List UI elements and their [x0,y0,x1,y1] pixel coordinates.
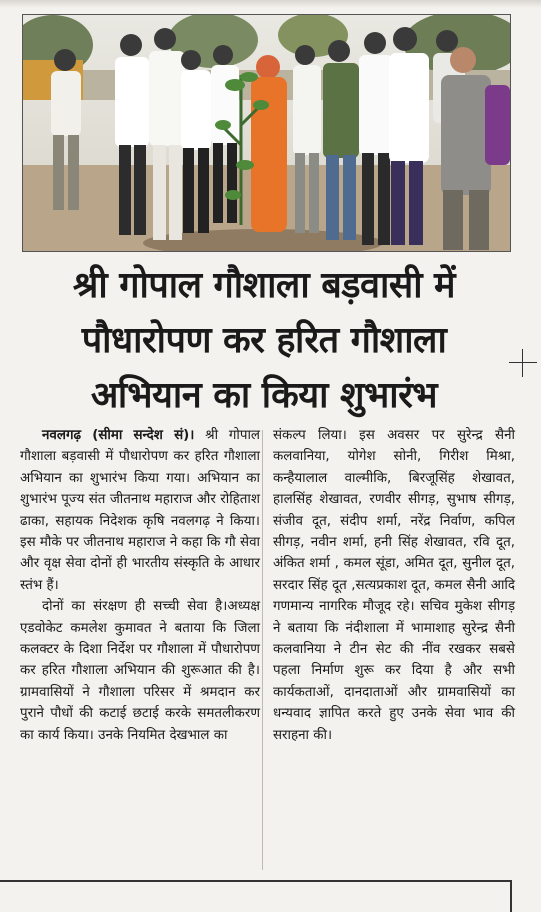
next-article-border [0,880,512,912]
article-paragraph-1: श्री गोपाल गौशाला बड़वासी में पौधारोपण कर हरित गौशाला अभियान का शुभारंभ किया गया। अभियान का शुभारंभ पूज्य संत जीतनाथ महाराज और रोहिताश ढाका, सहायक निदेशक कृषि नवलगढ़ ने किया। इस मौके पर जीतनाथ महाराज ने कहा कि गौ सेवा और वृक्ष सेवा दोनों ही भारतीय संस्कृति के आधार स्तंभ हैं। [20,428,260,593]
page-top-edge [0,0,541,8]
article-intro [20,425,260,596]
news-photo [22,14,511,252]
dateline: नवलगढ़ (सीमा सन्देश सं)। [42,428,195,443]
headline-line-2: पौधारोपण कर हरित गौशाला [81,320,447,361]
crosshair-mark [509,349,537,377]
column-divider [262,430,263,870]
headline-line-3: अभियान का किया शुभारंभ [90,375,438,416]
article-paragraph-2: दोनों का संरक्षण ही सच्ची सेवा है।अध्यक्ष एडवोकेट कमलेश कुमावत ने बताया कि जिला कलक्टर के दिशा निर्देश पर गौशाला में पौधारोपण कर हरित गौशाला अभियान की शुरूआत की है। ग्रामवासियों ने गौशाला परिसर में श्रमदान कर पुराने पौधों की कटाई छटाई करके समतलीकरण का कार्य किया। उनके नियमित देखभाल का [20,599,260,743]
headline-line-1: श्री गोपाल गौशाला बड़वासी में [72,265,456,306]
article-paragraph-3: संकल्प लिया। इस अवसर पर सुरेन्द्र सैनी कलवानिया, योगेश सोनी, गिरीश मिश्रा, कन्हैयालाल वाल्मीकि, बिरजूसिंह शेखावत, हालसिंह शेखावत, रणवीर सीगड़, सुभाष सीगड़, संजीव दूत, संदीप शर्मा, नरेंद्र निर्वाण, कपिल सीगड़, नवीन शर्मा, हनी सिंह शेखावत, रवि दूत, अंकित शर्मा , कमल सूंडा, अमित दूत, सुनील दूत, सरदार सिंह दूत ,सत्यप्रकाश दूत, कमल सैनी आदि गणमान्य नागरिक मौजूद रहे। सचिव मुकेश सीगड़ ने बताया कि नंदीशाला में भामाशाह सुरेन्द्र सैनी कलवानिया ने टीन सेट की नींव रखकर सबसे पहला निर्माण शुरू कर दिया है और सभी कार्यकताओं, दानदाताओं और ग्रामवासियों का धन्यवाद ज्ञापित करते हुए उनके सेवा भाव की सराहना की। [273,428,515,743]
article-column-right [273,425,515,746]
article-column-left [20,425,260,746]
headline [14,258,514,423]
